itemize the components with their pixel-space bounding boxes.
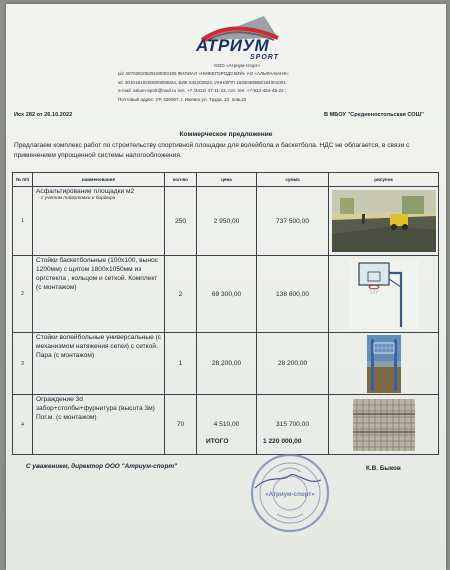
column-header-picture: рисунок: [329, 173, 439, 187]
row-sum: 315 700,00: [257, 395, 329, 455]
requisite-line: Почтовый адрес: УР, 426067, г. Ижевск ул. Труда, 32, пом.22: [118, 96, 247, 102]
row-sum: 737 500,00: [257, 187, 329, 256]
row-name-cell: [33, 256, 165, 333]
stamp-center-text: «Атриум-спорт»: [265, 491, 315, 498]
row-qty: 250: [165, 187, 197, 256]
row-picture-cell: [329, 256, 439, 333]
row-sum: 138 600,00: [257, 256, 329, 333]
signature-text: С уважением, директор ООО "Атриум-спорт": [26, 463, 178, 470]
total-value: 1 220 000,00: [263, 438, 302, 445]
row-picture-cell: [329, 333, 439, 395]
document-sheet: [6, 4, 446, 570]
company-requisites: [118, 62, 388, 104]
company-logo: [192, 10, 284, 62]
row-number: 4: [13, 395, 33, 455]
row-price: 69 300,00: [197, 256, 257, 333]
column-header-number: № п/п: [13, 173, 33, 187]
logo-sport: SPORT: [250, 54, 279, 61]
asphalt-photo: [332, 190, 436, 252]
outgoing-number: Исх 282 от 26.10.2022: [14, 112, 73, 118]
basketball-stand-drawing: [349, 259, 419, 329]
table-row: [13, 333, 439, 395]
requisite-line: к/с 30101810200000000824, БИК 042202824; ИНН/КПП 1840030969/184001001: [118, 79, 286, 85]
logo-name: АТРИУМ: [196, 36, 270, 55]
company-stamp: [249, 452, 331, 534]
column-header-sum: сумма: [257, 173, 329, 187]
requisite-line: р/с 40702810529160003185 ФИЛИАЛ «НИЖЕГОРОДСКИЙ» АО «АЛЬФА-БАНК»: [118, 71, 289, 77]
column-header-qty: кол-во: [165, 173, 197, 187]
row-number: 1: [13, 187, 33, 256]
fence-3d-photo: [353, 399, 415, 451]
row-name-cell: [33, 333, 165, 395]
row-qty: 2: [165, 256, 197, 333]
recipient: В МБОУ "Средненостольская СОШ": [324, 112, 424, 118]
row-number: 2: [13, 256, 33, 333]
table-row: [13, 395, 439, 455]
row-qty: 70: [165, 395, 197, 455]
row-price: 28 200,00: [197, 333, 257, 395]
row-name-cell: [33, 395, 165, 455]
column-header-price: цена: [197, 173, 257, 187]
table-header-row: [13, 173, 439, 187]
row-note: - с учетом подготовки и бордюра: [38, 196, 116, 201]
requisite-line: e-mail: atrium-sport@mail.ru тел. +7 /3412/ 47-11-23, сот. тел. +7-912-454-46-22 ;: [118, 88, 287, 94]
intro-paragraph: Предлагаем комплекс работ по строительству спортивной площадки для волейбола и баскетбола. НДС не облагается, в связи с применением упрощенной системы налогообложения.: [14, 142, 410, 159]
signatory-name: К.В. Быков: [366, 465, 401, 472]
row-name: Стойки волейбольные универсальные (с механизмом натяжения сетки) с сеткой. Пара (с монтажом): [36, 334, 162, 359]
row-price: 4 510,00: [197, 395, 257, 455]
company-name: ООО «Атриум-спорт»: [214, 63, 261, 68]
row-number: 3: [13, 333, 33, 395]
row-name: Стойки баскетбольные (100х100, вынос 1200мм) с щитом 1800х1050мм из оргстекла , кольцом и сеткой. Комплект (с монтажом): [36, 257, 158, 291]
row-name-cell: [33, 187, 165, 256]
column-header-name: наименование: [33, 173, 165, 187]
row-name: Ограждение 3d забор+столбы+фурнитура (высота 3м) Пог.м. (с монтажом): [36, 396, 155, 421]
row-name: Асфальтирование площадки м2: [36, 188, 135, 195]
table-row: [13, 256, 439, 333]
document-title: Коммерческое предложение: [179, 131, 273, 138]
row-sum: 28 200,00: [257, 333, 329, 395]
row-picture-cell: [329, 187, 439, 256]
table-row: [13, 187, 439, 256]
offer-table: [12, 172, 439, 455]
row-picture-cell: [329, 395, 439, 455]
row-price: 2 950,00: [197, 187, 257, 256]
total-label: ИТОГО: [206, 438, 229, 445]
volleyball-posts-photo: [367, 335, 401, 393]
row-qty: 1: [165, 333, 197, 395]
